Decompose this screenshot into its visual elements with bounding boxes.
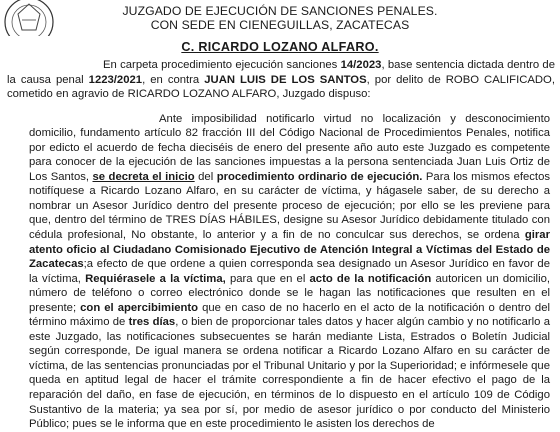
case-number: 14/2023 (340, 59, 382, 71)
court-header (60, 4, 500, 32)
header-line-1: JUZGADO DE EJECUCIÓN DE SANCIONES PENALES. (122, 4, 438, 18)
requirement-victim: Requiérasele a la víctima, (85, 272, 226, 285)
addressee-name: C. RICARDO LOZANO ALFARO. (181, 40, 379, 54)
intro-paragraph: En carpeta procedimiento ejecución sanciones 14/2023, base sentencia dictada dentro de la causa penal 1223/2021, en contra JUAN LUIS DE LOS SANTOS, por delito de ROBO CALIFICADO, cometido en agravio de RICARDO LOZANO ALFARO, Juzgado dispuso: (7, 59, 555, 101)
main-paragraph: Ante imposibilidad notificarlo virtud no localización y desconocimiento domicilio, fundamento artículo 82 fracción III del Código Nacional de Procedimientos Penales, notifica por edicto el acuerdo de fecha dieciséis de enero del presente año auto este Juzgado es competente para conocer de la ejecución de las sanciones impuestas a la persona sentenciada Juan Luis Ortiz de Los Santos, se decreta el inicio del procedimiento ordinario de ejecución. Para los mismos efectos notifíquese a Ricardo Lozano Alfaro, en su carácter de víctima, y hágasele saber, de su derecho a nombrar un Asesor Jurídico dentro del presente proceso de ejecución; por ello se les previene para que, dentro del término de TRES DÍAS HÁBILES, designe su Asesor Jurídico debidamente titulado con cédula profesional, No obstante, lo anterior y a fin de no conculcar sus derechos, se ordena girar atento oficio al Ciudadano Comisionado Ejecutivo de Atención Integral a Víctimas del Estado de Zacatecas;a efecto de que ordene a quien corresponda sea designado un Asesor Jurídico en favor de la víctima, Requiérasele a la víctima, para que en el acto de la notificación autoricen un domicilio, número de teléfono o correo electrónico donde se le hagan las notificaciones que resulten en el presente; con el apercibimiento que en caso de no hacerlo en el acto de la notificación o dentro del término máximo de tres días, o bien de proporcionar tales datos y hacer algún cambio y no notificarlo a este Juzgado, las notificaciones subsecuentes se harán mediante Lista, Estrados o Boletín Judicial según corresponde, De igual manera se ordena notificar a Ricardo Lozano Alfaro en su carácter de víctima, de las sentencias pronunciadas por el Tribunal Unitario y por la Superioridad; e infórmesele que queda en aptitud legal de hacer el trámite correspondiente a fin de hacer efectivo el pago de la reparación del daño, en fase de ejecución, en términos de lo dispuesto en el artículo 109 de Código Sustantivo de la materia; ya sea por sí, por medio de asesor jurídico o por conducto del Ministerio Público; pues se le informa que en este procedimiento le asisten los derechos de (29, 112, 551, 431)
header-line-2: CON SEDE EN CIENEGUILLAS, ZACATECAS (150, 18, 410, 32)
procedure-type: procedimiento ordinario de ejecución. (216, 170, 423, 183)
notification-act: acto de la notificación (309, 272, 432, 285)
three-days: tres días (128, 316, 176, 329)
warning: con el apercibimiento (80, 301, 199, 314)
defendant-name: JUAN LUIS DE LOS SANTOS (204, 73, 367, 86)
cause-number: 1223/2021 (88, 73, 143, 86)
edict-body (7, 58, 555, 432)
decree-start: se decreta el inicio (92, 170, 195, 183)
state-seal (2, 0, 56, 36)
order-commission: girar atento oficio al Ciudadano Comisionado Ejecutivo de Atención Integral a Víctimas del Estado de Zacatecas (29, 229, 550, 271)
